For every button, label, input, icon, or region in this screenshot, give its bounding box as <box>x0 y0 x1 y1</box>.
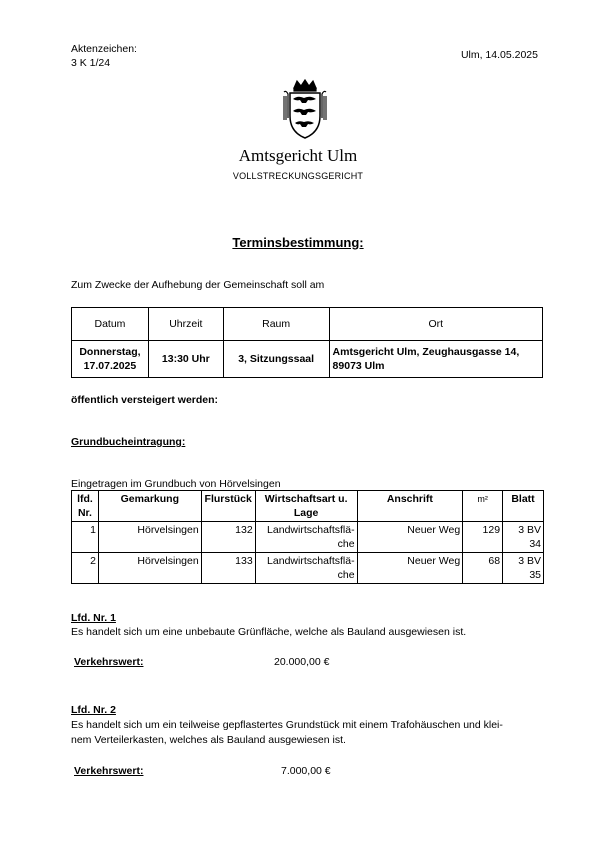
lfd2-heading: Lfd. Nr. 2 <box>71 704 116 716</box>
lfd1-verkehrswert-value: 20.000,00 € <box>274 656 330 668</box>
lfd1-description: Es handelt sich um eine unbebaute Grünfläche, welche als Bauland ausgewiesen ist. <box>71 626 467 638</box>
lfd1-verkehrswert-label: Verkehrswert: <box>74 656 144 668</box>
col-header-flurstueck: Flurstück <box>201 491 255 522</box>
cell-blatt: 3 BV 35 <box>503 553 544 584</box>
col-header-wirtschaftsart-2: Lage <box>293 507 319 519</box>
termin-datum-weekday: Donnerstag, <box>79 346 141 358</box>
cell-blatt: 3 BV 34 <box>503 522 544 553</box>
col-header-blatt: Blatt <box>503 491 544 522</box>
termin-uhrzeit: 13:30 Uhr <box>148 341 223 378</box>
col-header-lfd-2: Nr. <box>77 507 92 519</box>
grundbuch-table <box>71 490 544 584</box>
col-header-lfd <box>72 491 99 522</box>
cell-anschrift: Neuer Weg <box>357 522 463 553</box>
col-header-lfd-1: lfd. <box>77 493 93 505</box>
cell-gemarkung: Hörvelsingen <box>98 522 201 553</box>
intro-text: Zum Zwecke der Aufhebung der Gemeinschaft soll am <box>71 279 325 291</box>
court-name: Amtsgericht Ulm <box>238 146 358 165</box>
grundbuch-header-row <box>72 491 544 522</box>
cell-nr: 1 <box>72 522 99 553</box>
table-row <box>72 522 544 553</box>
termin-ort-line1: Amtsgericht Ulm, Zeughausgasse 14, <box>332 346 520 358</box>
termin-raum: 3, Sitzungssaal <box>223 341 329 378</box>
aktenzeichen-block <box>71 42 137 70</box>
termin-datum <box>72 341 149 378</box>
cell-flurstueck: 132 <box>201 522 255 553</box>
eingetragen-text: Eingetragen im Grundbuch von Hörvelsingen <box>71 478 281 490</box>
col-header-anschrift: Anschrift <box>357 491 463 522</box>
lfd2-description-line2: nem Verteilerkasten, welches als Bauland ausgewiesen ist. <box>71 734 346 746</box>
cell-anschrift: Neuer Weg <box>357 553 463 584</box>
cell-wirtschaftsart-1: Landwirtschaftsflä- <box>267 555 355 567</box>
termin-ort <box>329 341 542 378</box>
termin-table <box>71 307 543 378</box>
termin-header-uhrzeit: Uhrzeit <box>148 308 223 341</box>
cell-wirtschaftsart-2: che <box>337 569 355 581</box>
aktenzeichen-value: 3 K 1/24 <box>71 57 111 69</box>
coat-of-arms-icon <box>280 78 330 140</box>
termin-ort-line2: 89073 Ulm <box>332 360 385 372</box>
cell-wirtschaftsart <box>255 522 357 553</box>
cell-nr: 2 <box>72 553 99 584</box>
col-header-wirtschaftsart-1: Wirtschaftsart u. <box>264 493 348 505</box>
col-header-wirtschaftsart <box>255 491 357 522</box>
termin-header-raum: Raum <box>223 308 329 341</box>
lfd2-description <box>71 718 541 748</box>
cell-wirtschaftsart-1: Landwirtschaftsflä- <box>267 524 355 536</box>
termin-datum-date: 17.07.2025 <box>83 360 137 372</box>
table-row <box>72 553 544 584</box>
cell-flurstueck: 133 <box>201 553 255 584</box>
document-title: Terminsbestimmung: <box>232 235 364 250</box>
lfd1-heading: Lfd. Nr. 1 <box>71 612 116 624</box>
lfd2-description-line1: Es handelt sich um ein teilweise gepflastertes Grundstück mit einem Trafohäuschen und klei- <box>71 719 503 731</box>
versteigert-text: öffentlich versteigert werden: <box>71 394 219 406</box>
termin-row <box>72 341 543 378</box>
cell-wirtschaftsart-2: che <box>337 538 355 550</box>
court-department: VOLLSTRECKUNGSGERICHT <box>232 171 364 181</box>
lfd2-verkehrswert-value: 7.000,00 € <box>281 765 331 777</box>
aktenzeichen-label: Aktenzeichen: <box>71 43 137 55</box>
col-header-gemarkung: Gemarkung <box>98 491 201 522</box>
termin-header-row <box>72 308 543 341</box>
cell-qm: 129 <box>463 522 503 553</box>
cell-qm: 68 <box>463 553 503 584</box>
grundbuch-heading: Grundbucheintragung: <box>71 436 186 448</box>
place-date: Ulm, 14.05.2025 <box>460 49 538 61</box>
col-header-qm: m² <box>463 491 503 522</box>
termin-header-datum: Datum <box>72 308 149 341</box>
termin-header-ort: Ort <box>329 308 542 341</box>
cell-gemarkung: Hörvelsingen <box>98 553 201 584</box>
lfd2-verkehrswert-label: Verkehrswert: <box>74 765 144 777</box>
cell-wirtschaftsart <box>255 553 357 584</box>
